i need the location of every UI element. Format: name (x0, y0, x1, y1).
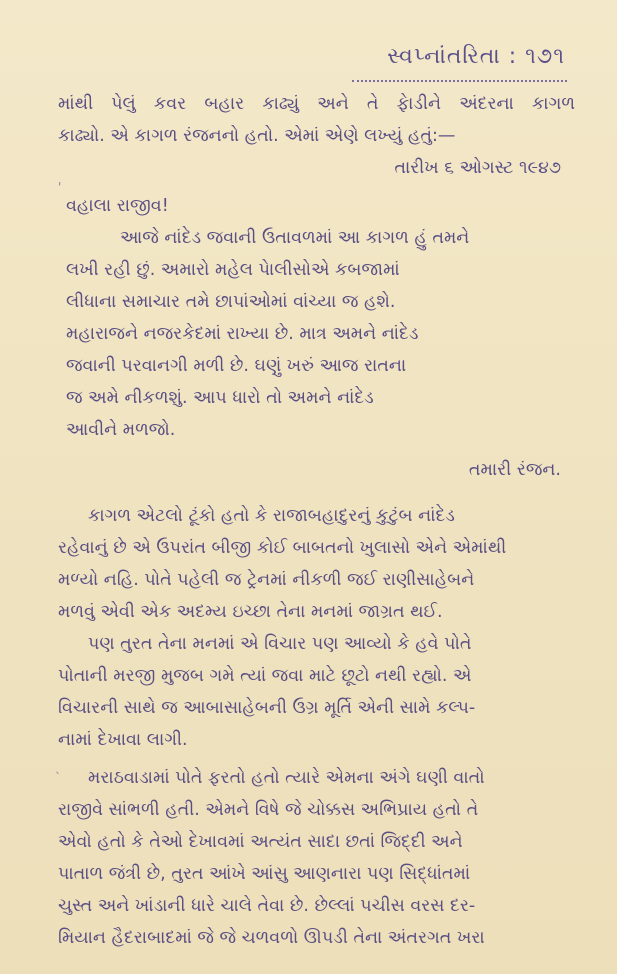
letter-line: જવાની પરવાનગી મળી છે. ઘણું ખરું આજ રાતના (66, 356, 407, 376)
text-line: એવો હતો કે તેઓ દેખાવમાં અત્યંત સાદા છતાં જિદ્દી અને (58, 832, 463, 852)
letter-line: જ અમે નીકળશું. આપ ધારો તો અમને નાંદેડ (66, 388, 374, 408)
text-line: રાજીવે સાંભળી હતી. એમને વિષે જે ચોક્કસ અભિપ્રાય હતો તે (58, 800, 479, 820)
letter-date: તારીખ ૬ ઓગસ્ટ ૧૯૪૭ (394, 158, 561, 178)
print-speck: ' (58, 180, 62, 194)
letter-salutation: વહાલા રાજીવ! (66, 196, 169, 216)
letter (58, 190, 575, 486)
text-line: માંથી પેલું કવર બહાર કાઢ્યું અને તે ફેાડીને અંદરના કાગળ (58, 94, 575, 114)
text-line: પાતાળ જંત્રી છે, તુરત આંખે આંસુ આણનારા પણ સિદ્ધાંતમાં (58, 864, 471, 884)
running-head-rule (352, 74, 567, 82)
text-line: ચુસ્ત અને ખાંડાની ધારે ચાલે તેવા છે. છેલ્લાં પચીસ વરસ દર- (58, 896, 476, 916)
text-line: વિચારની સાથે જ આબાસાહેબની ઉગ્ર મૂર્તિ એની સામે કલ્પ- (58, 698, 476, 718)
text-line: કાઢ્યો. એ કાગળ રંજનનો હતો. એમાં એણે લખ્યું હતું:— (58, 126, 456, 146)
letter-signature: તમારી રંજન. (468, 460, 561, 480)
text-line: મળ્યો નહિ. પોતે પહેલી જ ટ્રેનમાં નીકળી જઈ રાણીસાહેબને (58, 570, 475, 590)
text-line: મળવું એવી એક અદમ્ય ઇચ્છા તેના મનમાં જાગ્રત થઈ. (58, 602, 443, 622)
intro-paragraph (58, 88, 575, 184)
letter-line: મહારાજને નજરકેદમાં રાખ્યા છે. માત્ર અમને નાંદેડ (66, 324, 419, 344)
letter-line: આવીને મળજો. (66, 420, 176, 440)
text-line: પણ તુરત તેના મનમાં એ વિચાર પણ આવ્યો કે હવે પોતે (88, 634, 472, 654)
text-line: રહેવાનું છે એ ઉપરાંત બીજી કોઈ બાબતનો ખુલાસો એને એમાંથી (58, 538, 507, 558)
text-line: કાગળ એટલો ટૂંકો હતો કે રાજાબહાદુરનું કુટુંબ નાંદેડ (88, 506, 455, 526)
text-line: મિયાન હૈદરાબાદમાં જે જે ચળવળો ઊપડી તેના અંતરગત ખરા (58, 928, 485, 948)
letter-line: આજે નાંદેડ જવાની ઉતાવળમાં આ કાગળ હું તમને (120, 228, 470, 248)
print-speck: ˎ (55, 760, 61, 774)
body-text (58, 500, 575, 954)
running-head: સ્વપ્નાંતરિતા : ૧૭૧ (387, 44, 565, 69)
letter-line: લીધાના સમાચાર તમે છાપાંઓમાં વાંચ્યા જ હશે. (66, 292, 396, 312)
letter-line: લખી રહી છું. અમારો મહેલ પેાલીસોએ કબજામાં (66, 260, 400, 280)
text-line: મરાઠવાડામાં પોતે ફરતો હતો ત્યારે એમના અંગે ઘણી વાતો (88, 768, 485, 788)
text-line: નામાં દેખાવા લાગી. (58, 730, 188, 750)
text-line: પોતાની મરજી મુજબ ગમે ત્યાં જવા માટે છૂટો નથી રહ્યો. એ (58, 666, 472, 686)
